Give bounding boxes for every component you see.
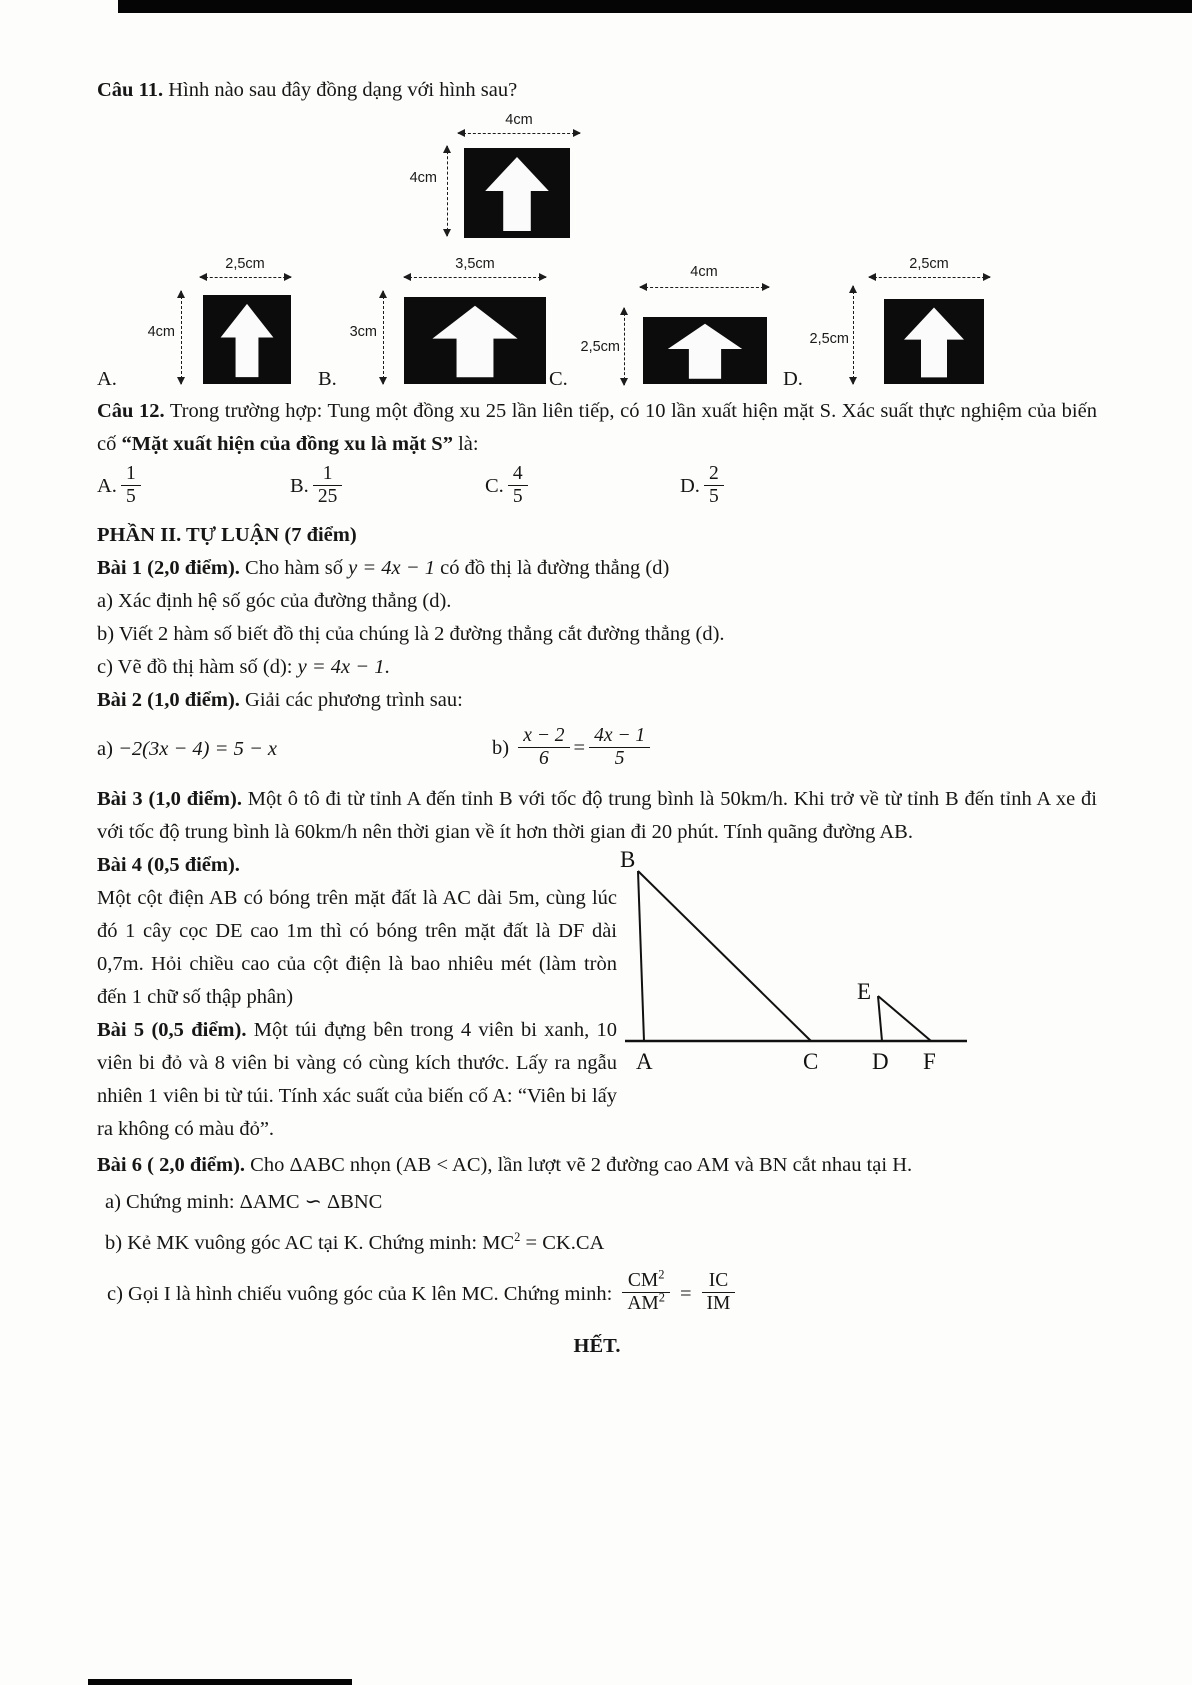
bai1-intro-text-2: có đồ thị là đường thẳng (d) bbox=[435, 557, 670, 579]
option-b-height-arrow bbox=[383, 291, 384, 384]
bai3-label: Bài 3 (1,0 điểm). bbox=[97, 788, 242, 810]
bai6-item-b bbox=[105, 1227, 1097, 1260]
bai2-b-left-fraction: $\frac{x - 2}{6}$ bbox=[518, 725, 569, 770]
q11-option-a-letter: A. bbox=[97, 368, 117, 390]
option-d-width-label: 2,5cm bbox=[909, 256, 949, 272]
bai6-intro bbox=[97, 1149, 1097, 1182]
bai1-item-c-period: . bbox=[384, 656, 390, 678]
scan-artifact-top-bar bbox=[118, 0, 1192, 13]
diagram-label-a: A bbox=[636, 1049, 653, 1074]
option-d-height-label: 2,5cm bbox=[809, 331, 849, 347]
bai2-intro bbox=[97, 684, 1097, 717]
q12-option-c bbox=[485, 465, 532, 510]
option-d-width-arrow bbox=[869, 277, 990, 278]
q12-option-b-letter: B. bbox=[290, 475, 309, 498]
q11-question-line bbox=[97, 74, 1097, 107]
q12-option-c-fraction: $\frac{4}{5}$ bbox=[508, 463, 528, 508]
q11-option-b-letter: B. bbox=[318, 368, 337, 390]
similar-triangles-figure bbox=[617, 849, 1097, 1089]
diagram-label-e: E bbox=[857, 979, 872, 1004]
q12-option-a bbox=[97, 465, 145, 510]
option-d-arrow-image bbox=[884, 299, 984, 384]
q12-option-b-fraction: $\frac{1}{25}$ bbox=[313, 463, 343, 508]
up-arrow-icon bbox=[203, 295, 291, 384]
bai2-equations bbox=[97, 717, 1097, 783]
q12-option-c-letter: C. bbox=[485, 475, 504, 498]
q12-question bbox=[97, 395, 1097, 461]
option-c-height-arrow bbox=[624, 308, 625, 385]
up-arrow-icon bbox=[404, 297, 546, 384]
bai6-item-b-formula: $MC^2 = CK.CA$ bbox=[482, 1230, 605, 1254]
bai1-item-c-function: y = 4x − 1 bbox=[297, 656, 385, 678]
up-arrow-icon bbox=[643, 317, 767, 384]
up-arrow-icon bbox=[464, 148, 570, 238]
q11-option-c-letter: C. bbox=[549, 368, 568, 390]
bai5-label: Bài 5 (0,5 điểm). bbox=[97, 1019, 247, 1041]
bai4-text: Một cột điện AB có bóng trên mặt đất là AC dài 5m, cùng lúc đó 1 cây cọc DE cao 1m thì có bóng trên mặt đất là DF dài 0,7m. Hỏi chiều cao của cột điện là bao nhiêu mét (làm tròn đến 1 chữ số thập phân) bbox=[97, 887, 617, 1008]
q12-option-d-fraction: $\frac{2}{5}$ bbox=[704, 463, 724, 508]
bai1-function: y = 4x − 1 bbox=[348, 557, 435, 579]
bai6-item-c-left-fraction: $\frac{CM^2}{AM^2}$ bbox=[622, 1270, 670, 1315]
q12-option-a-fraction: $\frac{1}{5}$ bbox=[121, 463, 141, 508]
bai4-bai5-section bbox=[97, 849, 1097, 1149]
q11-figures bbox=[97, 107, 1097, 395]
q12-option-d-letter: D. bbox=[680, 475, 700, 498]
bai2-a-label: a) bbox=[97, 738, 113, 760]
bai6-item-c-text: c) Gọi I là hình chiếu vuông góc của K lên MC. Chứng minh: bbox=[107, 1282, 613, 1305]
bai4-label: Bài 4 (0,5 điểm). bbox=[97, 854, 240, 876]
bai3-text: Một ô tô đi từ tỉnh A đến tỉnh B với tốc độ trung bình là 50km/h. Khi trở về từ tỉnh B đến tỉnh A xe đi với tốc độ trung bình là 60km/h nên thời gian về ít hơn thời gian đi 20 phút. Tính quãng đường AB. bbox=[97, 788, 1097, 843]
option-a-height-label: 4cm bbox=[147, 324, 175, 340]
main-figure-width-label: 4cm bbox=[505, 112, 533, 128]
bai6-item-c-equals: = bbox=[679, 1282, 692, 1305]
q12-text-2: là: bbox=[452, 433, 479, 455]
option-c-width-arrow bbox=[640, 287, 769, 288]
option-a-width-arrow bbox=[200, 277, 291, 278]
option-a-width-label: 2,5cm bbox=[225, 256, 265, 272]
bai6-item-c bbox=[107, 1266, 1097, 1322]
q12-event-phrase: “Mặt xuất hiện của đồng xu là mặt S” bbox=[121, 433, 453, 455]
bai1-item-c bbox=[97, 651, 1097, 684]
bai2-b-right-fraction: $\frac{4x - 1}{5}$ bbox=[589, 725, 650, 770]
bai1-label: Bài 1 (2,0 điểm). bbox=[97, 557, 240, 579]
end-marker: HẾT. bbox=[573, 1335, 621, 1357]
bai1-intro bbox=[97, 552, 1097, 585]
bai6-label: Bài 6 ( 2,0 điểm). bbox=[97, 1154, 246, 1176]
bai5-text: Một túi đựng bên trong 4 viên bi xanh, 10 viên bi đỏ và 8 viên bi vàng có cùng kích thước. Lấy ra ngẫu nhiên 1 viên bi từ túi. Tính xác suất của biến cố A: “Viên bi lấy ra không có màu đỏ”. bbox=[97, 1019, 617, 1140]
diagram-label-b: B bbox=[620, 849, 636, 872]
part2-title: PHẦN II. TỰ LUẬN (7 điểm) bbox=[97, 524, 357, 546]
main-figure-height-label: 4cm bbox=[409, 170, 437, 186]
q12-label: Câu 12. bbox=[97, 400, 165, 422]
shadow-triangle-diagram bbox=[617, 849, 1097, 1149]
option-c-height-label: 2,5cm bbox=[580, 339, 620, 355]
bai2-intro-text: Giải các phương trình sau: bbox=[239, 689, 463, 711]
bai2-b-label: b) bbox=[492, 737, 510, 760]
diagram-label-c: C bbox=[803, 1049, 819, 1074]
main-figure-arrow-image bbox=[464, 148, 570, 238]
option-c-width-label: 4cm bbox=[690, 264, 718, 280]
option-c-arrow-image bbox=[643, 317, 767, 384]
option-a-arrow-image bbox=[203, 295, 291, 384]
bai6-item-b-text: b) Kẻ MK vuông góc AC tại K. Chứng minh: bbox=[105, 1232, 483, 1254]
bai2-a-expression: −2(3x − 4) = 5 − x bbox=[118, 738, 277, 760]
bai2-equation-b bbox=[492, 727, 654, 772]
bai3-paragraph bbox=[97, 783, 1097, 849]
q12-option-d bbox=[680, 465, 728, 510]
bai6-text: Cho ΔABC nhọn (AB < AC), lần lượt vẽ 2 đường cao AM và BN cắt nhau tại H. bbox=[245, 1154, 913, 1176]
bai1-item-c-text: c) Vẽ đồ thị hàm số (d): bbox=[97, 656, 298, 678]
bai2-equation-a bbox=[97, 733, 277, 766]
option-b-width-arrow bbox=[404, 277, 546, 278]
bai6-item-a: a) Chứng minh: ΔAMC ∽ ΔBNC bbox=[105, 1191, 383, 1213]
q12-option-a-letter: A. bbox=[97, 475, 117, 498]
exam-content bbox=[97, 74, 1097, 1363]
main-figure-height-arrow bbox=[447, 146, 448, 236]
q12-option-b bbox=[290, 465, 346, 510]
bai1-item-b: b) Viết 2 hàm số biết đồ thị của chúng là 2 đường thẳng cắt đường thẳng (d). bbox=[97, 623, 725, 645]
option-d-height-arrow bbox=[853, 286, 854, 384]
option-b-width-label: 3,5cm bbox=[455, 256, 495, 272]
option-b-arrow-image bbox=[404, 297, 546, 384]
up-arrow-icon bbox=[884, 299, 984, 384]
q11-label: Câu 11. bbox=[97, 79, 164, 101]
diagram-label-d: D bbox=[872, 1049, 889, 1074]
scan-artifact-bottom-bar bbox=[88, 1679, 352, 1685]
option-b-height-label: 3cm bbox=[349, 324, 377, 340]
bai2-label: Bài 2 (1,0 điểm). bbox=[97, 689, 240, 711]
bai1-item-a: a) Xác định hệ số góc của đường thẳng (d). bbox=[97, 590, 452, 612]
diagram-label-f: F bbox=[923, 1049, 936, 1074]
q12-text-1: Trong trường hợp: Tung một đồng xu 25 lần liên tiếp, có 10 lần xuất hiện mặt S. Xác suất thực nghiệm của biến cố bbox=[97, 400, 1097, 455]
q11-question-text: Hình nào sau đây đồng dạng với hình sau? bbox=[163, 79, 518, 101]
q11-option-d-letter: D. bbox=[783, 368, 803, 390]
option-a-height-arrow bbox=[181, 291, 182, 384]
bai1-intro-text: Cho hàm số bbox=[239, 557, 349, 579]
main-figure-width-arrow bbox=[458, 133, 580, 134]
q12-options bbox=[97, 461, 1097, 519]
bai2-b-equals: = bbox=[573, 737, 586, 760]
bai6-item-c-right-fraction: $\frac{IC}{IM}$ bbox=[702, 1270, 736, 1315]
